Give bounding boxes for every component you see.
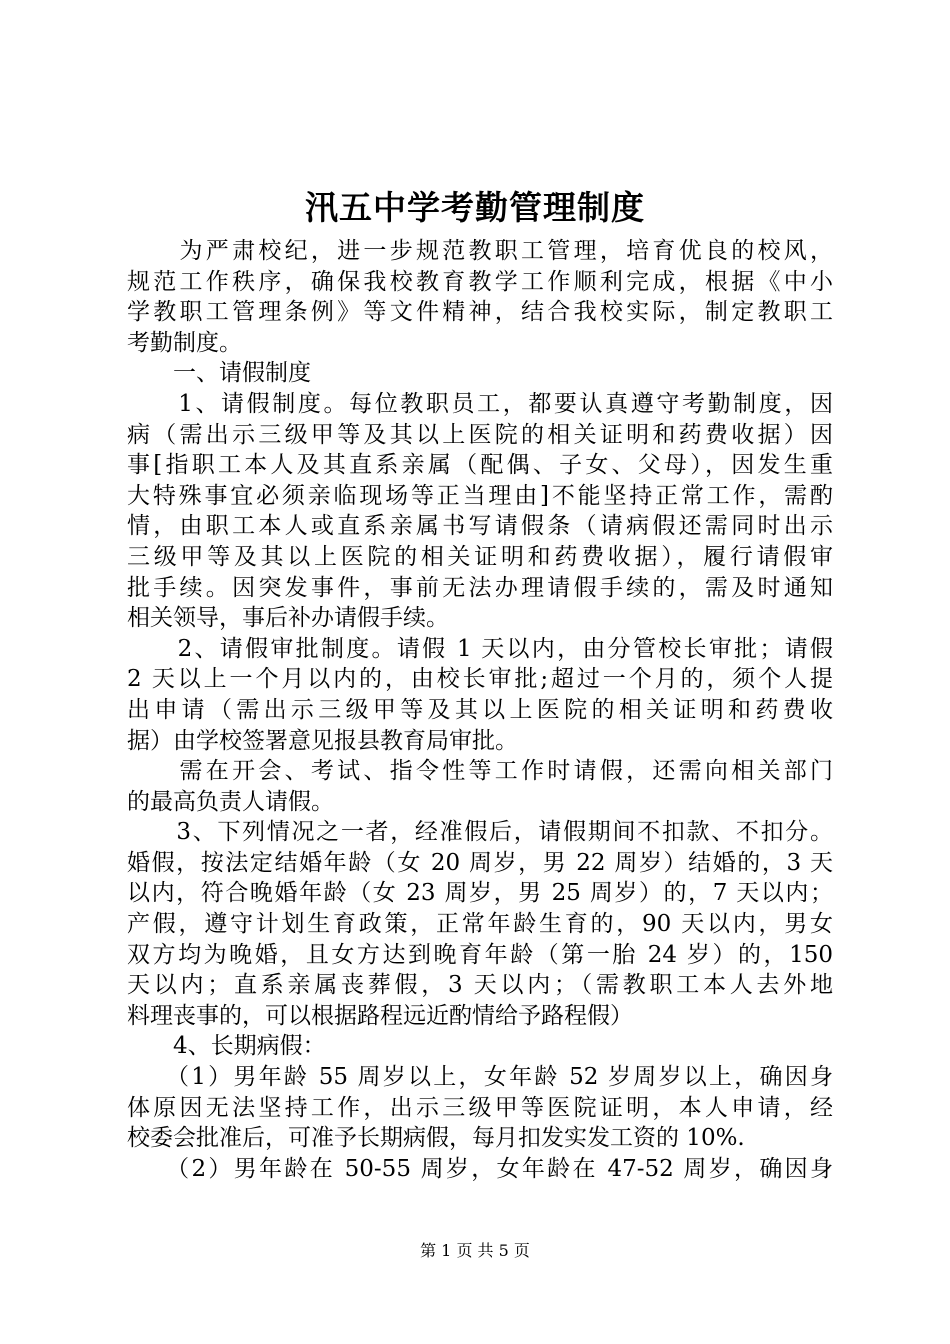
- body-line: 大特殊事宜必须亲临现场等正当理由]不能坚持正常工作，需酌: [127, 482, 833, 509]
- body-line: 一、请假制度: [127, 360, 311, 387]
- body-line: 需在开会、考试、指令性等工作时请假，还需向相关部门: [127, 758, 833, 785]
- body-line: 学教职工管理条例》等文件精神，结合我校实际，制定教职工: [127, 299, 833, 326]
- body-line: 料理丧事的，可以根据路程远近酌情给予路程假）: [127, 1002, 633, 1029]
- body-line: 2、请假审批制度。请假 1 天以内，由分管校长审批；请假: [127, 635, 833, 662]
- body-line: 以内，符合晚婚年龄（女 23 周岁，男 25 周岁）的，7 天以内；: [127, 880, 833, 907]
- body-line: 的最高负责人请假。: [127, 788, 334, 815]
- body-line: 为严肃校纪，进一步规范教职工管理，培育优良的校风，: [127, 238, 833, 264]
- document-body: [127, 236, 833, 1184]
- body-line: （2）男年龄在 50-55 周岁，女年龄在 47-52 周岁，确因身: [127, 1155, 833, 1182]
- body-line: 校委会批准后，可准予长期病假，每月扣发实发工资的 10%.: [127, 1125, 745, 1152]
- body-line: 3、下列情况之一者，经准假后，请假期间不扣款、不扣分。: [127, 819, 833, 846]
- body-line: 情，由职工本人或直系亲属书写请假条（请病假还需同时出示: [127, 513, 833, 540]
- body-line: 产假，遵守计划生育政策，正常年龄生育的，90 天以内，男女: [127, 911, 833, 938]
- body-line: 天以内；直系亲属丧葬假，3 天以内；（需教职工本人去外地: [127, 972, 833, 999]
- body-line: 病（需出示三级甲等及其以上医院的相关证明和药费收据）因: [127, 421, 833, 448]
- body-line: 4、长期病假：: [127, 1033, 326, 1060]
- body-line: 据）由学校签署意见报县教育局审批。: [127, 727, 518, 754]
- body-line: 婚假，按法定结婚年龄（女 20 周岁，男 22 周岁）结婚的，3 天: [127, 849, 833, 876]
- body-line: 相关领导，事后补办请假手续。: [127, 605, 449, 632]
- body-line: 体原因无法坚持工作，出示三级甲等医院证明，本人申请，经: [127, 1094, 833, 1121]
- body-line: 批手续。因突发事件，事前无法办理请假手续的，需及时通知: [127, 574, 833, 601]
- document-title: 汛五中学考勤管理制度: [305, 188, 645, 227]
- page-footer: 第 1 页 共 5 页: [420, 1241, 530, 1260]
- body-line: 1、请假制度。每位教职员工，都要认真遵守考勤制度，因: [127, 390, 833, 417]
- body-line: 规范工作秩序，确保我校教育教学工作顺利完成，根据《中小: [127, 268, 833, 295]
- body-line: 双方均为晚婚，且女方达到晚育年龄（第一胎 24 岁）的，150: [127, 941, 833, 968]
- body-line: 2 天以上一个月以内的，由校长审批;超过一个月的，须个人提: [127, 666, 833, 693]
- body-line: （1）男年龄 55 周岁以上，女年龄 52 岁周岁以上，确因身: [127, 1064, 833, 1091]
- body-line: 考勤制度。: [127, 329, 242, 356]
- body-line: 事[指职工本人及其直系亲属（配偶、子女、父母），因发生重: [127, 452, 833, 479]
- body-line: 三级甲等及其以上医院的相关证明和药费收据），履行请假审: [127, 543, 833, 570]
- body-line: 出申请（需出示三级甲等及其以上医院的相关证明和药费收: [127, 696, 833, 723]
